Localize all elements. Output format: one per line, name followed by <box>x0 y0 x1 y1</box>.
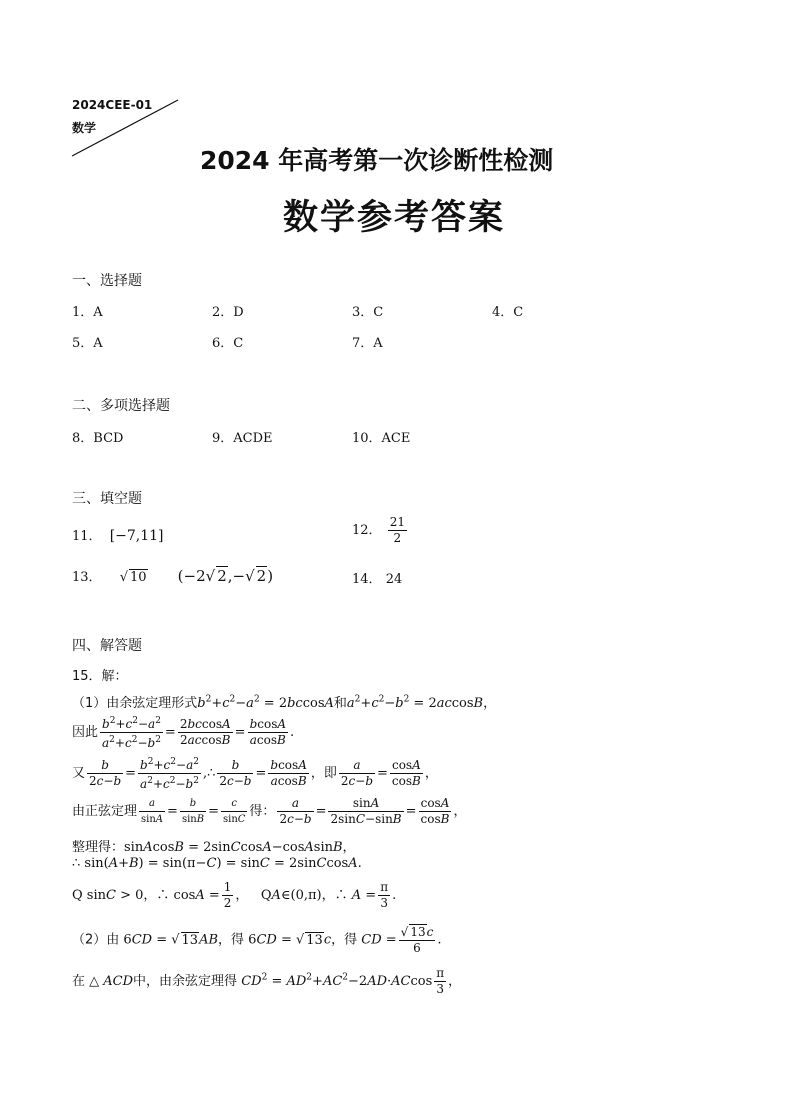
answer-11 <box>72 525 164 544</box>
section-title-solution: 四、解答题 <box>72 638 142 654</box>
interval-value: [−7,11] <box>109 528 164 544</box>
question-number: 13． <box>72 570 102 585</box>
answer-item: 8．BCD <box>72 431 124 446</box>
section-title-multi: 二、多项选择题 <box>72 398 170 414</box>
solution-line-9: 在 △ ACD中，由余弦定理得 $CD^2 = AD^2+AC^2-2AD\cdot ACcos$ $\frac{\pi}{3}$ ， <box>72 966 462 996</box>
answer-value: 24 <box>385 572 403 587</box>
solution-line-1: （1）由余弦定理形式$b^2+c^2-a^2 = 2bccosA$和$a^2+c^2-b^2 = 2accosB$， <box>72 694 497 711</box>
solution-line-7: Q sinC > 0，∴ cosA = $\frac{1}{2}$ ， QA∈(0,π)，∴ A = $\frac{\pi}{3}$ . <box>72 880 397 910</box>
solution-line-5: 整理得：sinAcosB = 2sinCcosA−cosAsinB， <box>72 840 356 855</box>
sqrt-value: √ 10 <box>119 570 147 585</box>
answer-item: 1．A <box>72 305 103 320</box>
question-number: 11． <box>72 529 102 544</box>
solution-line-8: （2）由 6CD = √ 13AB，得 6CD = √ 13c，得 CD = $\frac{√ 13c}{6}$ . <box>72 925 442 955</box>
answer-item: 9．ACDE <box>212 431 273 446</box>
section-title-fill: 三、填空题 <box>72 491 142 507</box>
solution-line-4: 由正弦定理 $\frac{a}{\sin A}$ = $\frac{b}{\sin B}$ = $\frac{c}{\sin C}$ 得： $\frac{a}{2c-b}$ = $\frac{\sin A}{2\sin C-\sin B}$ = $\frac{\cos A}{\cos B}$ ， <box>72 796 467 826</box>
answer-item: 3．C <box>352 305 384 320</box>
fraction-value <box>388 515 407 546</box>
answer-item: 6．C <box>212 336 244 351</box>
answer-14 <box>352 568 402 587</box>
answer-12 <box>352 515 409 546</box>
exam-code: 2024CEE-01 <box>72 98 153 112</box>
solution-line-2: 因此 $\frac{b^2+c^2-a^2}{a^2+c^2-b^2}$ = $\frac{2bccosA}{2accosB}$ = $\frac{bcosA}{acosB}$ . <box>72 716 295 750</box>
numerator: 21 <box>389 515 405 529</box>
answer-13 <box>72 566 273 585</box>
section-title-choice: 一、选择题 <box>72 273 142 289</box>
question-number: 12． <box>352 523 382 538</box>
answer-item: 5．A <box>72 336 103 351</box>
answer-item: 2．D <box>212 305 244 320</box>
solution-line-6: ∴ sin(A+B) = sin(π−C) = sinC = 2sinCcosA. <box>72 856 362 871</box>
subject-label: 数学 <box>72 121 97 135</box>
document-title: 2024 年高考第一次诊断性检测 <box>200 146 554 175</box>
answer-item: 4．C <box>492 305 524 320</box>
answer-item: 10．ACE <box>352 431 411 446</box>
solution-line-3: 又 $\frac{b}{2c-b}$ = $\frac{b^2+c^2-a^2}{a^2+c^2-b^2}$ ,∴ $\frac{b}{2c-b}$ = $\frac{bcosA}{acosB}$ ，即 $\frac{a}{2c-b}$ = $\frac{\cos A}{\cos B}$ ， <box>72 757 438 791</box>
question-15-label: 15．解： <box>72 669 128 684</box>
interval-value: (−2√ 2,−√ 2) <box>177 567 274 585</box>
document-subtitle: 数学参考答案 <box>283 198 506 238</box>
answer-item: 7．A <box>352 336 383 351</box>
question-number: 14． <box>352 572 382 587</box>
denominator: 2 <box>393 531 402 545</box>
